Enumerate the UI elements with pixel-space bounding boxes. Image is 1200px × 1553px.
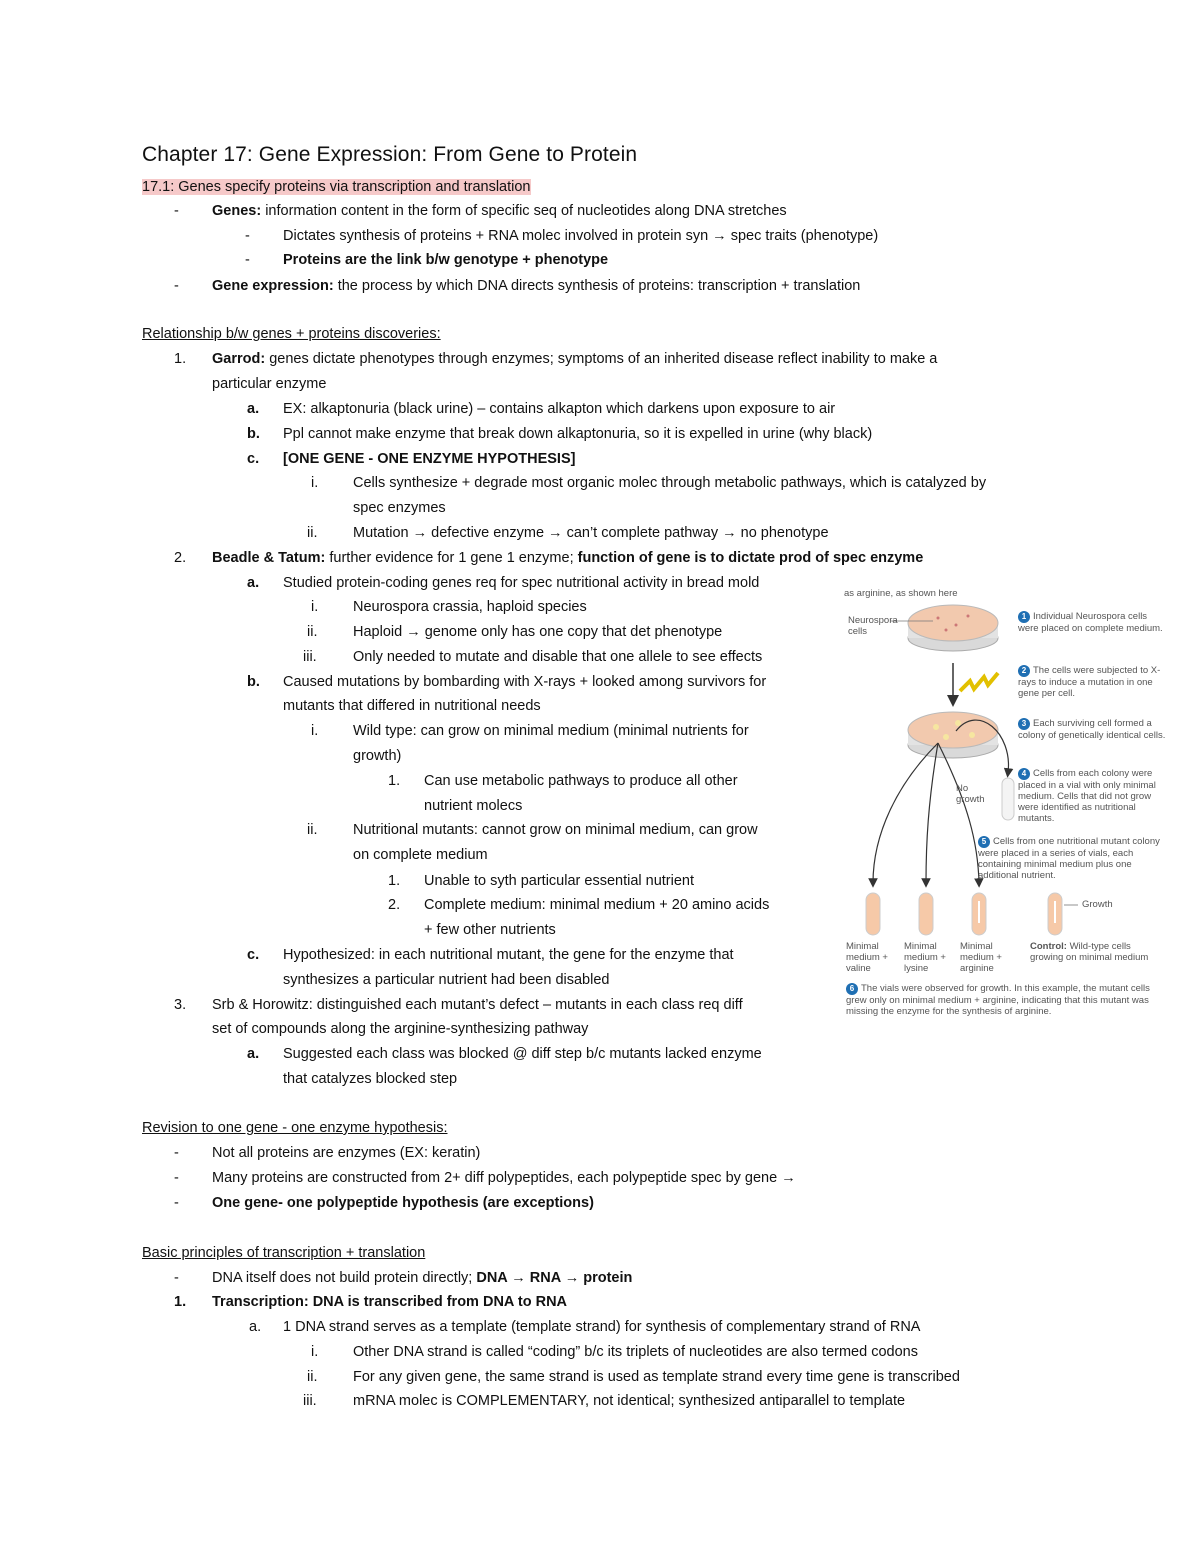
letter-marker: a.: [247, 401, 260, 417]
bullet-dash: -: [174, 1195, 179, 1211]
bullet-dash: -: [174, 278, 179, 294]
petri-dish-1: [908, 605, 998, 651]
step-6: 6 The vials were observed for growth. In this example, the mutant cells grew only on minimal medium + arginine, indicating that this mutant was missing the enzyme for the synthesis of arginine.: [846, 983, 1150, 1017]
number-marker: 3.: [174, 997, 187, 1013]
bt-b-ii-1: Unable to syth particular essential nutrient: [424, 873, 695, 889]
garrod-c: [ONE GENE - ONE ENZYME HYPOTHESIS]: [283, 451, 576, 467]
bullet-dash: -: [245, 228, 250, 244]
srb-line: Srb & Horowitz: distinguished each mutant’s defect – mutants in each class req diff: [212, 997, 743, 1013]
bt-b-ii-2b: + few other nutrients: [424, 922, 556, 938]
step-5: 5 Cells from one nutritional mutant colony were placed in a series of vials, each containing minimal medium plus one additional nutrient.: [978, 836, 1160, 881]
letter-marker: a.: [247, 575, 260, 591]
srb-line-2: set of compounds along the arginine-synthesizing pathway: [212, 1021, 589, 1037]
bt-b-i-1b: nutrient molecs: [424, 798, 523, 814]
tube-arginine-label: Minimal medium + arginine: [960, 941, 1002, 974]
tube-lysine: [919, 893, 933, 935]
srb-a-2: that catalyzes blocked step: [283, 1071, 458, 1087]
bt-a-i: Neurospora crassia, haploid species: [353, 599, 587, 615]
beadle-tatum-line: Beadle & Tatum: further evidence for 1 gene 1 enzyme; function of gene is to dictate prod of spec enzyme: [212, 550, 924, 566]
bt-b-2: mutants that differed in nutritional needs: [283, 698, 541, 714]
basic-item-2-a-ii: For any given gene, the same strand is used as template strand every time gene is transcribed: [353, 1369, 960, 1385]
number-marker: 1.: [388, 873, 401, 889]
step-4: 4 Cells from each colony were placed in a vial with only minimal medium. Cells that did not grow were identified as nutritional mutants.: [1018, 768, 1156, 824]
letter-marker: a.: [247, 1046, 260, 1062]
step-number: 4: [1018, 768, 1030, 780]
bullet-dash: -: [174, 1145, 179, 1161]
number-marker: 2.: [174, 550, 187, 566]
bt-b-ii: Nutritional mutants: cannot grow on minimal medium, can grow: [353, 822, 758, 838]
basic-item-2: Transcription: DNA is transcribed from DNA to RNA: [212, 1294, 568, 1310]
petri-dish-2: [908, 712, 998, 758]
basic-item-1: DNA itself does not build protein directly; DNA → RNA → protein: [212, 1270, 633, 1286]
letter-marker: a.: [249, 1319, 262, 1335]
bt-a-ii: Haploid → genome only has one copy that det phenotype: [353, 624, 723, 640]
bt-a: Studied protein-coding genes req for spec nutritional activity in bread mold: [283, 575, 760, 591]
xray-bolt: [960, 673, 998, 691]
revision-item-2: Many proteins are constructed from 2+ diff polypeptides, each polypeptide spec by gene →: [212, 1170, 796, 1186]
tube-valine-label: Minimal medium + valine: [846, 941, 888, 974]
bt-a-iii: Only needed to mutate and disable that one allele to see effects: [353, 649, 763, 665]
bt-b-ii-2-item: Complete medium: minimal medium + 20 amino acids: [424, 897, 770, 913]
genes-line: Genes: information content in the form of specific seq of nucleotides along DNA stretches: [212, 203, 787, 219]
gene-expression-line: Gene expression: the process by which DNA directs synthesis of proteins: transcription + translation: [212, 278, 861, 294]
neurospora-experiment-figure: [838, 583, 1170, 1023]
bt-b-i-1: Can use metabolic pathways to produce all other: [424, 773, 738, 789]
garrod-b: Ppl cannot make enzyme that break down alkaptonuria, so it is expelled in urine (why black): [283, 426, 873, 442]
control-label: Control: Wild-type cells growing on minimal medium: [1030, 941, 1149, 963]
number-marker: 1.: [388, 773, 401, 789]
step-number: 3: [1018, 718, 1030, 730]
roman-marker: i.: [311, 475, 319, 491]
revision-item-1: Not all proteins are enzymes (EX: keratin): [212, 1145, 481, 1161]
tube-lysine-label: Minimal medium + lysine: [904, 941, 946, 974]
step-1: 1 Individual Neurospora cells were placed on complete medium.: [1018, 611, 1163, 634]
garrod-c-ii: Mutation → defective enzyme → can’t complete pathway → no phenotype: [353, 525, 829, 541]
garrod-line-2: particular enzyme: [212, 376, 327, 392]
bt-c: Hypothesized: in each nutritional mutant, the gene for the enzyme that: [283, 947, 734, 963]
neurospora-label: Neurospora cells: [848, 615, 898, 637]
roman-marker: ii.: [307, 1369, 318, 1385]
bt-b-ii-2: on complete medium: [353, 847, 488, 863]
letter-marker: c.: [247, 947, 260, 963]
tube-no-growth: [1002, 778, 1014, 820]
roman-marker: i.: [311, 1344, 319, 1360]
basic-item-2-a-iii: mRNA molec is COMPLEMENTARY, not identical; synthesized antiparallel to template: [353, 1393, 906, 1409]
step-3: 3 Each surviving cell formed a colony of genetically identical cells.: [1018, 718, 1166, 741]
bt-b-i: Wild type: can grow on minimal medium (minimal nutrients for: [353, 723, 749, 739]
roman-marker: ii.: [307, 525, 318, 541]
letter-marker: c.: [247, 451, 260, 467]
step-number: 6: [846, 983, 858, 995]
garrod-a: EX: alkaptonuria (black urine) – contains alkapton which darkens upon exposure to air: [283, 401, 836, 417]
roman-marker: iii.: [303, 1393, 317, 1409]
garrod-line: Garrod: genes dictate phenotypes through enzymes; symptoms of an inherited disease reflect inability to make a: [212, 351, 938, 367]
bullet-dash: -: [174, 203, 179, 219]
growth-label: Growth: [1082, 899, 1113, 910]
step-2: 2 The cells were subjected to X-rays to induce a mutation in one gene per cell.: [1018, 665, 1161, 699]
step-number: 2: [1018, 665, 1030, 677]
number-marker: 1.: [174, 351, 187, 367]
number-marker: 2.: [388, 897, 401, 913]
bt-b-i-2: growth): [353, 748, 402, 764]
tube-valine: [866, 893, 880, 935]
roman-marker: ii.: [307, 822, 318, 838]
bullet-dash: -: [245, 252, 250, 268]
bullet-dash: -: [174, 1170, 179, 1186]
roman-marker: i.: [311, 599, 319, 615]
relationship-heading: Relationship b/w genes + proteins discoveries:: [142, 326, 441, 342]
figure-caption-top: as arginine, as shown here: [844, 588, 958, 599]
bt-b: Caused mutations by bombarding with X-rays + looked among survivors for: [283, 674, 767, 690]
roman-marker: i.: [311, 723, 319, 739]
garrod-c-i-2: spec enzymes: [353, 500, 446, 516]
step-number: 1: [1018, 611, 1030, 623]
no-growth-label: No growth: [956, 783, 985, 805]
genes-sub2: Proteins are the link b/w genotype + phenotype: [283, 252, 609, 268]
basic-item-2-a-i: Other DNA strand is called “coding” b/c its triplets of nucleotides are also termed codons: [353, 1344, 918, 1360]
letter-marker: b.: [247, 674, 260, 690]
revision-item-3: One gene- one polypeptide hypothesis (are exceptions): [212, 1195, 594, 1211]
bullet-dash: -: [174, 1270, 179, 1286]
basic-item-2-a: 1 DNA strand serves as a template (template strand) for synthesis of complementary strand of RNA: [283, 1319, 921, 1335]
garrod-c-i: Cells synthesize + degrade most organic molec through metabolic pathways, which is catalyzed by: [353, 475, 987, 491]
basic-heading: Basic principles of transcription + translation: [142, 1245, 426, 1261]
step-number: 5: [978, 836, 990, 848]
section-heading: 17.1: Genes specify proteins via transcription and translation: [142, 179, 531, 195]
revision-heading: Revision to one gene - one enzyme hypothesis:: [142, 1120, 448, 1136]
roman-marker: ii.: [307, 624, 318, 640]
number-marker: 1.: [174, 1294, 187, 1310]
srb-a: Suggested each class was blocked @ diff step b/c mutants lacked enzyme: [283, 1046, 762, 1062]
genes-sub1: Dictates synthesis of proteins + RNA molec involved in protein syn → spec traits (phenotype): [283, 228, 879, 244]
bt-c-2: synthesizes a particular nutrient had been disabled: [283, 972, 610, 988]
page-title: Chapter 17: Gene Expression: From Gene to Protein: [142, 143, 638, 166]
letter-marker: b.: [247, 426, 260, 442]
roman-marker: iii.: [303, 649, 317, 665]
